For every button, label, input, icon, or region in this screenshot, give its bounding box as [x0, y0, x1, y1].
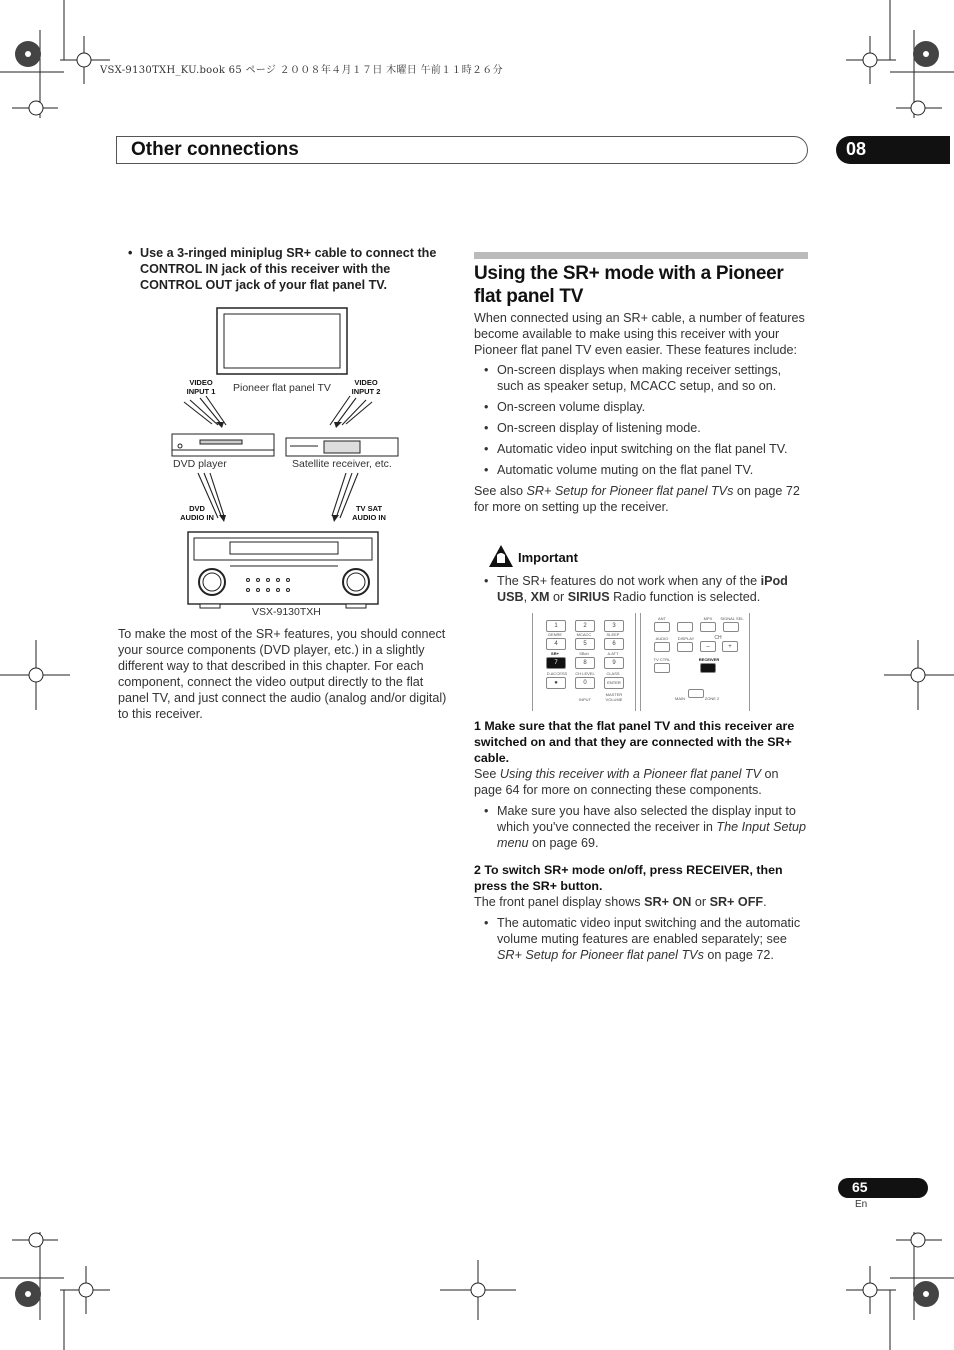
steps — [474, 718, 810, 968]
dvd-player-label: DVD player — [173, 458, 227, 470]
master-volume-label: MASTER VOLUME — [605, 692, 623, 702]
tvctrl-label: TV CTRL — [653, 657, 671, 662]
step-1-title: 1 Make sure that the flat panel TV and this receiver are switched on and that they are connected with the SR+ cable. — [474, 719, 795, 765]
sr-label: SR+ — [551, 651, 559, 656]
main-label: MAIN — [675, 696, 685, 701]
remote-key-4: 4 — [546, 638, 566, 650]
step-2-bullet: • The automatic video input switching and the automatic volume muting features are enabled separately; see SR+ Setup for Pioneer flat panel TVs on page 72. — [474, 915, 810, 963]
remote-key-3: 3 — [604, 620, 624, 632]
right-text — [474, 310, 810, 515]
remote-key-tvctrl — [654, 663, 670, 673]
features-list — [474, 362, 810, 478]
heading-rule — [474, 252, 808, 259]
left-paragraph: To make the most of the SR+ features, you should connect your source components (DVD player, etc.) in a slightly different way to that described in this chapter. For each component, connect the video output directly to the flat panel TV, and just connect the audio (analog and/or digital) to this receiver. — [118, 627, 447, 721]
sleep-label: SLEEP — [606, 632, 620, 637]
av-receiver-icon — [188, 532, 378, 608]
dvd-audio-in-label: DVD AUDIO IN — [180, 504, 214, 522]
remote-key-5: 5 — [575, 638, 595, 650]
video-input-2-label: VIDEO INPUT 2 — [351, 378, 381, 396]
dvd-player-icon — [172, 434, 274, 456]
remote-key-display — [677, 642, 693, 652]
see-also-paragraph: See also SR+ Setup for Pioneer flat panel TVs on page 72 for more on setting up the receiver. — [474, 484, 800, 514]
display-label: DISPLAY — [677, 636, 695, 641]
remote-key-audio — [654, 642, 670, 652]
remote-key-2: 2 — [575, 620, 595, 632]
remote-key-enter: ENTER — [604, 677, 624, 689]
section-title: Other connections — [131, 139, 299, 160]
important-title: Important — [518, 550, 578, 565]
step-1-text: See Using this receiver with a Pioneer flat panel TV on page 64 for more on connecting these components. — [474, 767, 779, 797]
class-label: CLASS — [606, 671, 620, 676]
feature-item: • On-screen display of listening mode. — [474, 420, 810, 436]
satellite-receiver-icon — [286, 438, 398, 456]
section-heading: Using the SR+ mode with a Pioneer flat panel TV — [474, 263, 784, 307]
video-input-1-label: VIDEO INPUT 1 — [186, 378, 216, 396]
satellite-label: Satellite receiver, etc. — [292, 458, 392, 470]
step-1-bullets — [474, 803, 810, 851]
input-label: INPUT — [579, 697, 591, 702]
receiver-label: RECEIVER — [698, 657, 720, 662]
remote-key-7-sr: 7 — [546, 657, 566, 669]
chapter-number: 08 — [846, 139, 867, 159]
remote-key-ant — [654, 622, 670, 632]
tvsat-audio-in-label: TV SAT AUDIO IN — [352, 504, 386, 522]
remote-key-pause — [677, 622, 693, 632]
remote-key-signal — [723, 622, 739, 632]
page-number: 65 — [852, 1179, 868, 1195]
remote-key-6: 6 — [604, 638, 624, 650]
zone2-label: ZONE 2 — [704, 696, 720, 701]
remote-key-mpx — [700, 622, 716, 632]
left-column — [118, 245, 453, 298]
signal-sel-label: SIGNAL SEL — [720, 616, 744, 621]
remote-key-receiver — [700, 663, 716, 673]
step-1-bullet: • Make sure you have also selected the display input to which you've connected the receiver in The Input Setup menu on page 69. — [474, 803, 810, 851]
step-2-title: 2 To switch SR+ mode on/off, press RECEIVER, then press the SR+ button. — [474, 863, 783, 893]
feature-item: • Automatic video input switching on the flat panel TV. — [474, 441, 810, 457]
remote-key-ch-minus: – — [700, 641, 716, 652]
tv-label: Pioneer flat panel TV — [233, 382, 331, 394]
audio-label: AUDIO — [655, 636, 669, 641]
ch-label: CH — [714, 635, 722, 641]
sbch-label: SBch — [579, 651, 589, 656]
remote-key-0: 0 — [575, 677, 595, 689]
feature-item: • On-screen volume display. — [474, 399, 810, 415]
feature-item: • On-screen displays when making receiver settings, such as speaker setup, MCACC setup, and so on. — [474, 362, 810, 394]
aatt-label: A.ATT — [607, 651, 619, 656]
flat-panel-tv-icon — [217, 308, 347, 374]
mpx-label: MPX — [703, 616, 713, 621]
remote-key-1: 1 — [546, 620, 566, 632]
chlevel-label: CH LEVEL — [575, 671, 595, 676]
diagram-arrows — [184, 396, 372, 518]
page-number-tab — [838, 1178, 928, 1198]
file-header-line: VSX-9130TXH_KU.book 65 ページ ２００８年４月１７日 木曜日 午前１１時２６分 — [100, 65, 503, 76]
remote-key-ch-plus: + — [722, 641, 738, 652]
remote-key-dot: ● — [546, 677, 566, 689]
remote-key-9: 9 — [604, 657, 624, 669]
receiver-model-label: VSX-9130TXH — [252, 606, 321, 618]
step-2-bullets — [474, 915, 810, 963]
language-label: En — [855, 1199, 868, 1210]
remote-illustration — [532, 613, 750, 711]
important-note: • The SR+ features do not work when any of the iPod USB, XM or SIRIUS Radio function is selected. — [474, 573, 810, 610]
intro-paragraph: When connected using an SR+ cable, a number of features become available to make using this receiver with your Pioneer flat panel TV even easier. These features include: — [474, 311, 805, 357]
genre-label: GENRE — [547, 632, 563, 637]
feature-item: • Automatic volume muting on the flat panel TV. — [474, 462, 810, 478]
remote-key-8: 8 — [575, 657, 595, 669]
important-icon — [488, 544, 514, 568]
mcacc-label: MCACC — [576, 632, 592, 637]
daccess-label: D.ACCESS — [546, 671, 568, 676]
step-2-text: The front panel display shows SR+ ON or SR+ OFF. — [474, 895, 767, 909]
sr-cable-bullet: • Use a 3-ringed miniplug SR+ cable to connect the CONTROL IN jack of this receiver with the CONTROL OUT jack of your flat panel TV. — [118, 245, 453, 293]
ant-label: ANT — [658, 616, 666, 621]
section-title-bar — [116, 136, 808, 164]
chapter-tab — [836, 136, 950, 164]
